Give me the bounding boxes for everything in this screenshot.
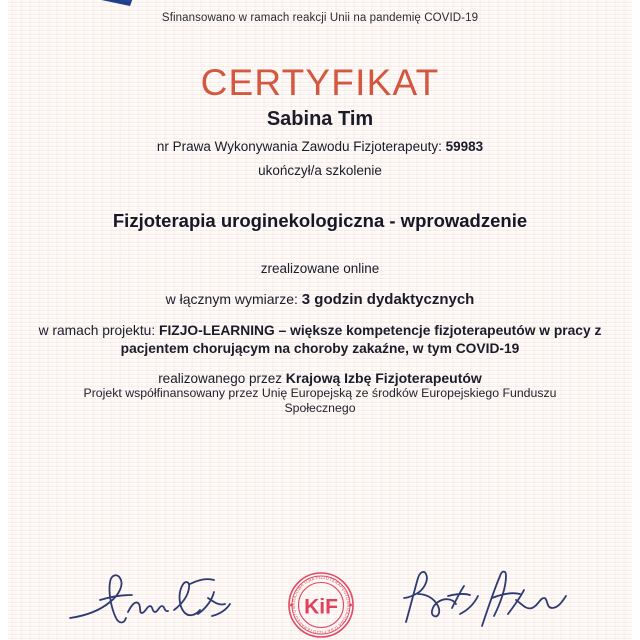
organizer-label: realizowanego przez: [158, 371, 283, 386]
eu-project-logo: [86, 0, 138, 10]
duration-label: w łącznym wymiarze:: [165, 291, 298, 307]
course-duration: [0, 291, 640, 308]
recipient-name: Sabina Tim: [266, 108, 374, 130]
duration-value: 3 godzin dydaktycznych: [301, 291, 475, 308]
organizer-block: [36, 370, 604, 386]
page-title: CERTYFIKAT: [200, 62, 440, 103]
project-label: w ramach projektu:: [38, 323, 156, 338]
svg-text:KRAJOWA IZBA FIZJOTERAPEUTÓW: KRAJOWA IZBA FIZJOTERAPEUTÓW: [290, 574, 352, 606]
kif-seal: [286, 570, 356, 640]
project-name: FIZJO-LEARNING – większe kompetencje fizjoterapeutów w pracy z pacjentem chorującym na choroby zakaźne, w tym COVID-19: [120, 323, 602, 356]
organizer-name: Krajową Izbę Fizjoterapeutów: [285, 370, 482, 386]
project-block: [36, 322, 604, 358]
funding-note: Sfinansowano w ramach reakcji Unii na pandemię COVID-19: [161, 12, 479, 24]
seal-text: [0, 0, 1, 1]
svg-text:KiF: KiF: [304, 595, 338, 619]
recipient-license: [0, 139, 640, 154]
course-name: Fizjoterapia uroginekologiczna - wprowadzenie: [112, 210, 528, 231]
signature-left: [62, 566, 240, 636]
license-label: nr Prawa Wykonywania Zawodu Fizjoterapeuty:: [156, 139, 442, 154]
cofunding-note: Projekt współfinansowany przez Unię Europejską ze środków Europejskiego Funduszu Społecznego: [83, 386, 557, 415]
license-number: 59983: [445, 139, 484, 154]
signature-right: [396, 564, 574, 636]
delivery-mode: zrealizowane online: [260, 261, 380, 276]
svg-text:KRAJOWA IZBA FIZJOTERAPEUTÓW: KRAJOWA IZBA FIZJOTERAPEUTÓW: [290, 604, 352, 636]
completion-line: ukończył/a szkolenie: [258, 163, 382, 178]
